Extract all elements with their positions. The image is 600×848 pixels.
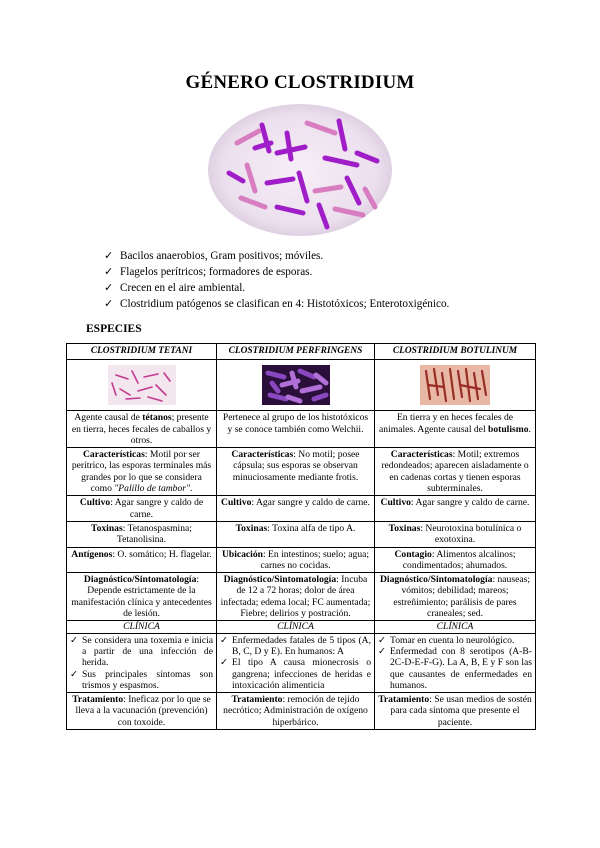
table-cell: Cultivo: Agar sangre y caldo de carne. <box>217 496 375 522</box>
species-table <box>66 343 536 730</box>
list-item: ✓ Enfermedades fatales de 5 tipos (A, B, C, D y E). En humanos: A <box>220 634 371 657</box>
check-icon: ✓ <box>104 266 114 278</box>
table-cell: Tratamiento: remoción de tejido necrótico; Administración de oxígeno hiperbárico. <box>217 693 375 730</box>
list-item: ✓ Enfermedad con 8 serotipos (A-B-2C-D-E-F-G). La A, B, E y F son las que causantes de enfermedades en humanos. <box>378 645 532 691</box>
table-header-row <box>67 344 536 360</box>
check-icon: ✓ <box>220 634 229 646</box>
feature-list <box>104 248 449 312</box>
table-row <box>67 360 536 411</box>
table-cell: Diagnóstico/Sintomatología: nauseas; vómitos; debilidad; mareos; estreñimiento; parálisis de pares craneales; sed. <box>375 573 536 621</box>
list-item: ✓ Crecen en el aire ambiental. <box>104 282 246 294</box>
list-item: ✓ Flagelos perítricos; formadores de esporas. <box>104 266 313 278</box>
tetani-rod <box>126 398 140 399</box>
check-icon: ✓ <box>104 250 114 262</box>
table-cell: Antígenos: O. somático; H. flagelar. <box>67 547 217 573</box>
list-item: ✓ Sus principales síntomas son trismos y espasmos. <box>70 668 213 691</box>
list-item: ✓ Se considera una toxemia e inicia a partir de una infección de herida. <box>70 634 213 669</box>
tetani-image-cell <box>67 360 217 411</box>
table-cell: En tierra y en heces fecales de animales. Agente causal del botulismo. <box>375 411 536 448</box>
table-cell: Toxinas: Toxina alfa de tipo A. <box>217 521 375 547</box>
botulinum-micrograph <box>420 365 490 405</box>
table-cell: Características: No motil; posee cápsula; sus esporas se observan minuciosamente mediante frotis. <box>217 448 375 496</box>
table-cell: Toxinas: Tetanospasmina; Tetanolisina. <box>67 521 217 547</box>
check-icon: ✓ <box>378 634 387 646</box>
table-cell: Ubicación: En intestinos; suelo; agua; carnes no cocidas. <box>217 547 375 573</box>
table-row <box>67 411 536 448</box>
table-cell: Cultivo: Agar sangre y caldo de carne. <box>375 496 536 522</box>
check-icon: ✓ <box>378 645 387 657</box>
table-row <box>67 693 536 730</box>
clinica-header: CLÍNICA <box>375 621 536 633</box>
perfringens-micrograph <box>262 365 330 405</box>
list-item: ✓ Clostridium patógenos se clasifican en 4: Histotóxicos; Enterotoxigénico. <box>104 298 450 310</box>
table-cell: Toxinas: Neurotoxina botulínica o exotoxina. <box>375 521 536 547</box>
table-cell <box>67 633 217 692</box>
table-row <box>67 547 536 573</box>
microscope-image <box>207 103 393 237</box>
table-row <box>67 573 536 621</box>
table-cell: Cultivo: Agar sangre y caldo de carne. <box>67 496 217 522</box>
check-icon: ✓ <box>220 657 229 669</box>
clinica-header: CLÍNICA <box>217 621 375 633</box>
table-cell: Características: Motil por ser perítrico, las esporas terminales más grandes por lo que se considera como "Palillo de tambor". <box>67 448 217 496</box>
table-cell: Características: Motil; extremos redondeados; aparecen aisladamente o en cadenas cortas y tienen esporas subterminales. <box>375 448 536 496</box>
clinica-header: CLÍNICA <box>67 621 217 633</box>
table-row <box>67 621 536 633</box>
table-cell: Pertenece al grupo de los histotóxicos y se conoce también como Welchii. <box>217 411 375 448</box>
list-item: ✓ Bacilos anaerobios, Gram positivos; móviles. <box>104 250 324 262</box>
list-item: ✓ Tomar en cuenta lo neurológico. <box>378 634 515 646</box>
table-row <box>67 496 536 522</box>
table-cell: Tratamiento: Ineficaz por lo que se lleva a la vacunación (prevención) con toxoide. <box>67 693 217 730</box>
table-row <box>67 633 536 692</box>
table-cell <box>375 633 536 692</box>
check-icon: ✓ <box>104 282 114 294</box>
column-header: CLOSTRIDIUM BOTULINUM <box>375 344 536 360</box>
table-cell: Diagnóstico/Sintomatología: Incuba de 12 a 72 horas; dolor de área infectada; edema local; FC aumentada; Fiebre; delirios y postración. <box>217 573 375 621</box>
table-cell: Tratamiento: Se usan medios de sostén para cada síntoma que presente el paciente. <box>375 693 536 730</box>
check-icon: ✓ <box>70 634 79 646</box>
page-title: GÉNERO CLOSTRIDIUM <box>185 72 415 93</box>
column-header: CLOSTRIDIUM TETANI <box>67 344 217 360</box>
botulinum-image-cell <box>375 360 536 411</box>
list-item: ✓ El tipo A causa mionecrosis o gangrena; infecciones de heridas e intoxicación alimenticia <box>220 657 371 691</box>
table-cell <box>217 633 375 692</box>
table-cell: Agente causal de tétanos; presente en tierra, heces fecales de caballos y otros. <box>67 411 217 448</box>
table-row <box>67 521 536 547</box>
check-icon: ✓ <box>70 668 79 680</box>
perfringens-image-cell <box>217 360 375 411</box>
section-title: ESPECIES <box>86 323 142 335</box>
check-icon: ✓ <box>104 298 114 310</box>
table-cell: Contagio: Alimentos alcalinos; condimentados; ahumados. <box>375 547 536 573</box>
column-header: CLOSTRIDIUM PERFRINGENS <box>217 344 375 360</box>
tetani-micrograph <box>108 365 176 405</box>
table-row <box>67 448 536 496</box>
table-cell: Diagnóstico/Sintomatología: Depende estrictamente de la manifestación clínica y antecedentes de lesión. <box>67 573 217 621</box>
